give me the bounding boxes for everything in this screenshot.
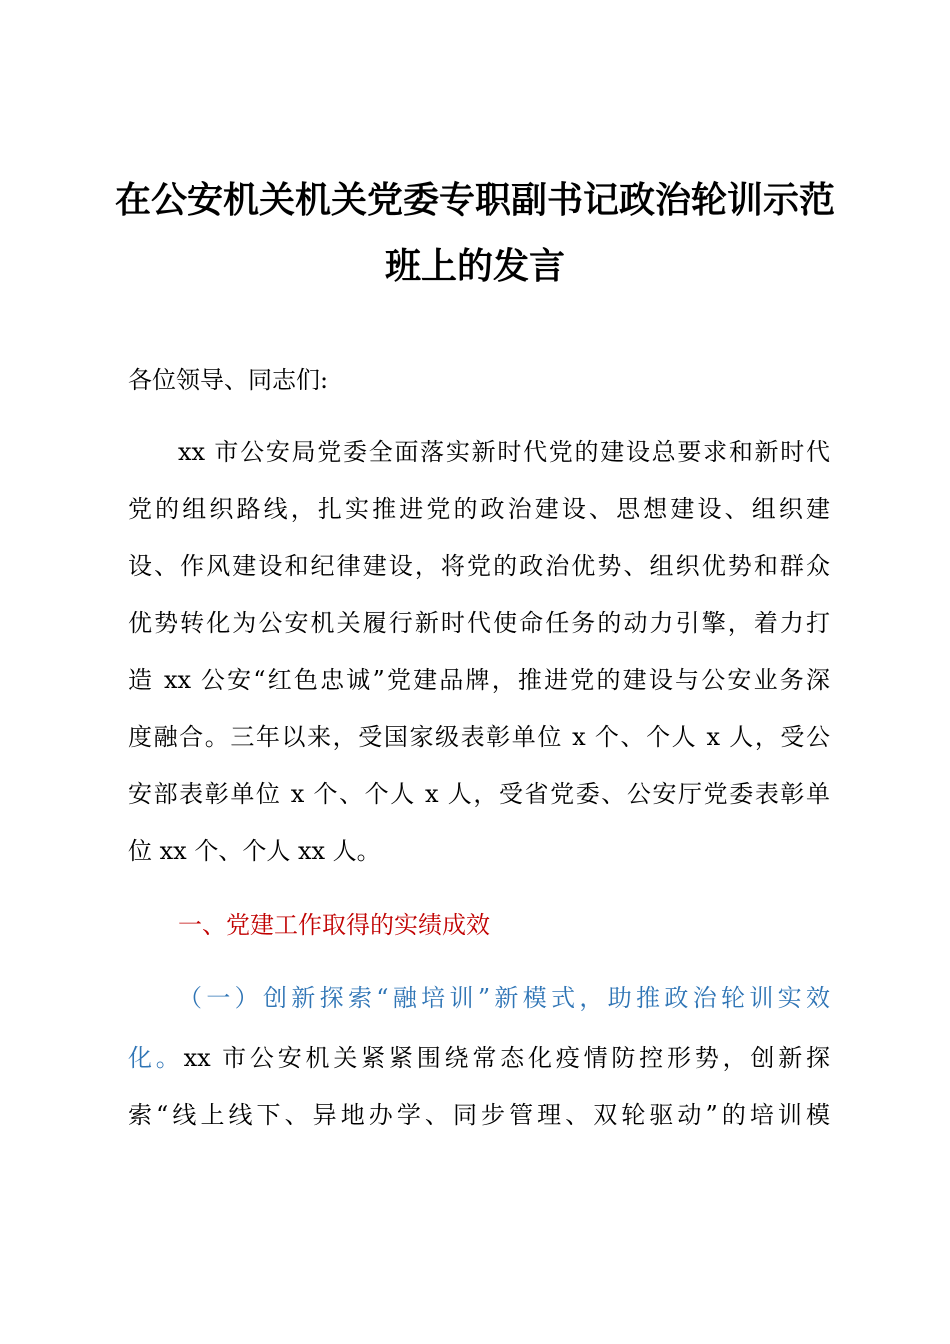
para2-line-1: [128, 1046, 830, 1070]
para2-line-2: 索“线上线下、异地办学、同步管理、双轮驱动”的培训模: [128, 1101, 830, 1129]
intro-line-8: 位 xx 个、个人 xx 人。: [128, 837, 381, 865]
subheading-tail: 化。: [128, 1044, 184, 1072]
para2-line-1-text: xx 市公安机关紧紧围绕常态化疫情防控形势，创新探: [183, 1044, 830, 1072]
document-title-line-1: 在公安机关机关党委专职副书记政治轮训示范: [114, 179, 835, 221]
intro-line-5: 造 xx 公安“红色忠诚”党建品牌，推进党的建设与公安业务深: [128, 666, 830, 694]
intro-line-4: 优势转化为公安机关履行新时代使命任务的动力引擎，着力打: [128, 609, 830, 637]
intro-line-2: 党的组织路线，扎实推进党的政治建设、思想建设、组织建: [128, 495, 830, 523]
subheading-line-1: （一）创新探索“融培训”新模式，助推政治轮训实效: [178, 984, 830, 1012]
intro-line-1: xx 市公安局党委全面落实新时代党的建设总要求和新时代: [178, 438, 830, 466]
salutation: 各位领导、同志们:: [128, 366, 329, 394]
intro-line-3: 设、作风建设和纪律建设，将党的政治优势、组织优势和群众: [128, 552, 830, 580]
intro-line-6: 度融合。三年以来，受国家级表彰单位 x 个、个人 x 人，受公: [128, 723, 830, 751]
document-title-line-2: 班上的发言: [384, 245, 565, 287]
intro-line-7: 安部表彰单位 x 个、个人 x 人，受省党委、公安厅党委表彰单: [128, 780, 830, 808]
section-heading: 一、党建工作取得的实绩成效: [178, 911, 490, 939]
